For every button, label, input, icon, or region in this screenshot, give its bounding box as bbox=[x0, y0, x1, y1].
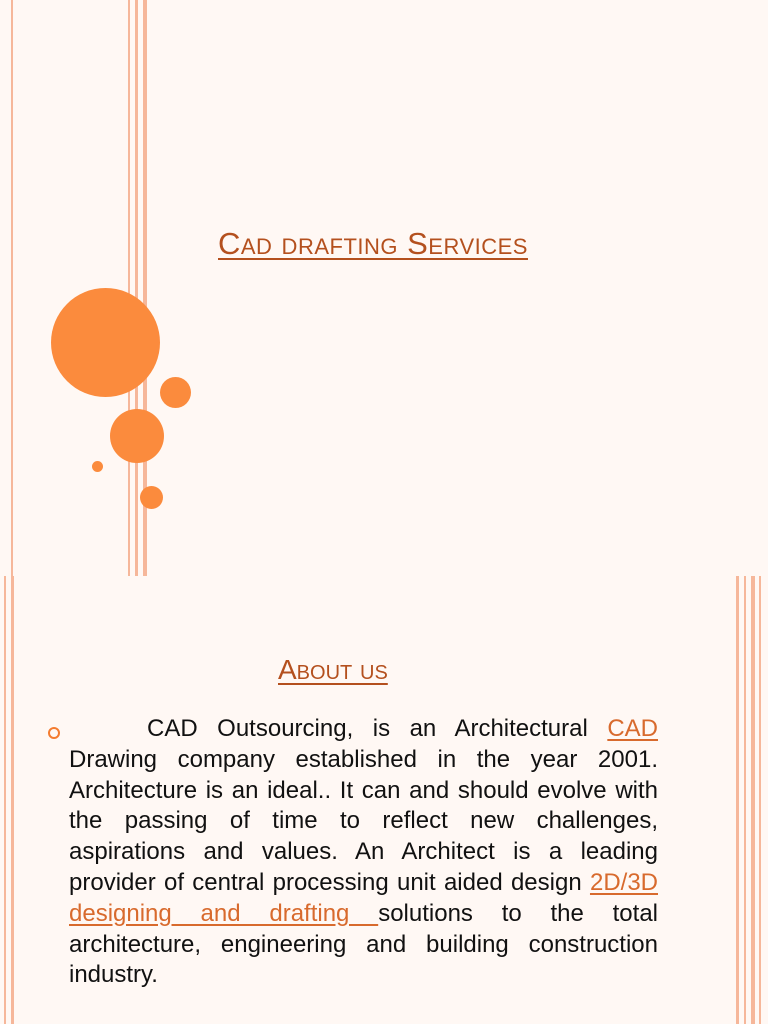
decorative-stripe bbox=[751, 576, 755, 1024]
decorative-stripe bbox=[128, 0, 130, 576]
decorative-stripe bbox=[135, 0, 138, 576]
about-paragraph bbox=[69, 714, 658, 991]
section-heading: About us bbox=[278, 654, 388, 685]
decorative-stripe bbox=[4, 576, 6, 1024]
decorative-stripe bbox=[736, 576, 739, 1024]
decorative-circle-small bbox=[92, 461, 103, 472]
decorative-circle bbox=[140, 486, 163, 509]
bullet-icon bbox=[48, 727, 60, 739]
decorative-stripe bbox=[759, 576, 761, 1024]
decorative-stripe bbox=[11, 0, 13, 576]
decorative-circle-large bbox=[51, 288, 160, 397]
paragraph-text: Drawing company established in the year 2001. Architecture is an ideal.. It can and should evolve with the passing of time to reflect new challenges, aspirations and values. An Architect is a leading provider of central processing unit aided design bbox=[69, 745, 658, 896]
paragraph-text: solutions to the total architecture, engineering and building construction industry. bbox=[69, 899, 658, 989]
2d-3d-drafting-link[interactable]: 2D/3D designing and drafting bbox=[69, 868, 658, 927]
paragraph-text: CAD Outsourcing, is an Architectural bbox=[147, 715, 608, 742]
decorative-circle bbox=[160, 377, 191, 408]
slide-title: Cad drafting Services bbox=[218, 226, 528, 261]
decorative-stripe bbox=[744, 576, 746, 1024]
decorative-circle bbox=[110, 409, 164, 463]
decorative-stripe bbox=[11, 576, 14, 1024]
cad-link[interactable]: CAD bbox=[607, 715, 658, 742]
